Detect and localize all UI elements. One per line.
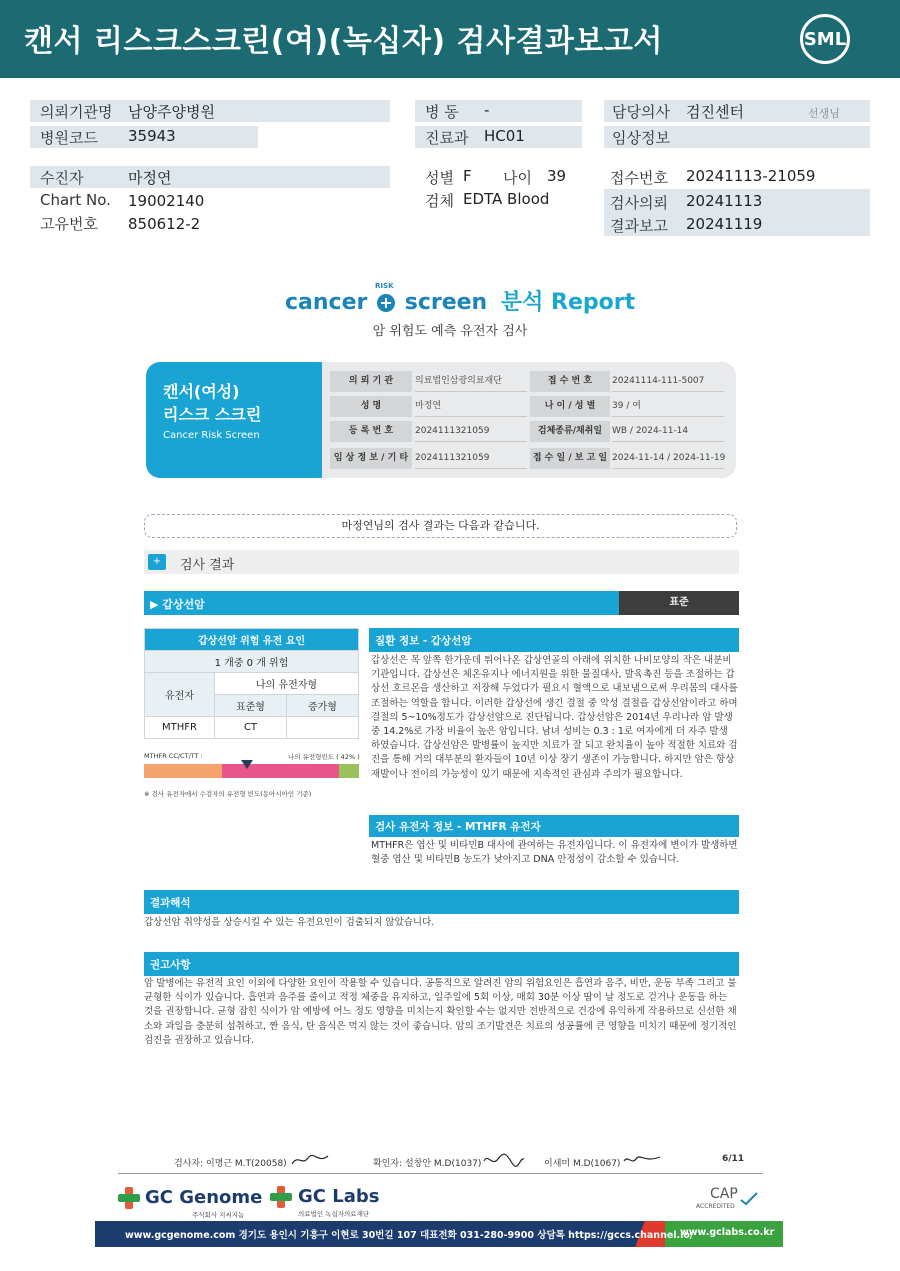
freq-left-label: MTHFR CC/CT/TT : <box>144 752 203 760</box>
interpretation-text: 갑상선암 취약성을 상승시킬 수 있는 유전요인이 검출되지 않았습니다. <box>144 917 435 928</box>
patient-card <box>146 362 736 478</box>
chart-value: 19002140 <box>128 192 205 210</box>
receipt-label: 접수번호 <box>610 169 668 187</box>
doctor-suffix: 선생님 <box>808 107 840 120</box>
cancer-name: ▶ 갑상선암 <box>150 598 205 611</box>
disease-info-bar <box>369 628 739 652</box>
interpretation-title: 결과해석 <box>150 897 191 909</box>
footer-divider <box>118 1173 763 1174</box>
freq-note: ※ 검사 유전자에서 수검자의 유전형 빈도(동아시아인 기준) <box>144 790 312 798</box>
card-row <box>330 421 730 442</box>
cap-logo: CAP <box>710 1186 738 1202</box>
clinical-label: 임상정보 <box>612 129 670 147</box>
gene-table <box>144 628 359 739</box>
cosigner-signature <box>622 1153 662 1167</box>
patient-label: 수진자 <box>40 169 84 187</box>
sml-logo <box>800 14 850 64</box>
sex-value: F <box>463 167 472 185</box>
patient-value: 마정연 <box>128 169 172 187</box>
sex-label: 성별 <box>425 169 454 187</box>
report-title: 캔서 리스크스크린(여)(녹십자) 검사결과보고서 <box>24 24 663 59</box>
brand-subtitle: 암 위험도 예측 유전자 검사 <box>372 324 528 339</box>
freq-marker-icon <box>241 760 253 769</box>
card-title-en: Cancer Risk Screen <box>163 430 260 441</box>
card-row <box>330 396 730 417</box>
interpretation-bar <box>144 890 739 914</box>
header-bar <box>0 0 900 78</box>
gene-info-text: MTHFR은 엽산 및 비타민B 대사에 관여하는 유전자입니다. 이 유전자에 변이가 발생하면 혈중 엽산 및 비타민B 농도가 낮아지고 DNA 안정성이 감소할 수 있습니다. <box>371 840 738 866</box>
cancer-bar <box>144 591 619 615</box>
request-label: 검사의뢰 <box>610 194 668 212</box>
freq-right-label: 나의 유전형빈도 ( 42% ) <box>288 753 360 761</box>
increased-header: 증가형 <box>286 695 358 717</box>
freq-seg-ct <box>222 764 339 778</box>
card-value: 마정연 <box>415 396 527 417</box>
sml-logo-text: SML <box>803 29 847 50</box>
confirmer-sign: 확인자: 설창안 M.D(1037) <box>373 1159 482 1169</box>
code-value: 35943 <box>128 127 176 145</box>
card-label: 임 상 정 보 / 기 타 <box>330 448 412 469</box>
disease-info-text: 갑상선은 목 앞쪽 한가운데 튀어나온 갑상연골의 아래에 위치한 나비모양의 작은 내분비기관입니다. 갑상선은 체온유지나 에너지원을 위한 물질대사, 발육촉진 등을 조절하는 갑상선 호르몬을 생산하고 저장해 두었다가 필요시 혈액으로 내보냄으로써 우리몸의 대사를 조절하는 역할을 합니다. 이러한 갑상선에 생긴 결절 중 악성 결절을 갑상선암이라고 하며 결절의 5~10%정도가 갑상선암으로 진단됩니다. 갑상선암은 2014년 우리나라 암 발생중 14.2%로 가장 비율이 높은 암입니다. 남녀 성비는 0.3 : 1로 여자에게 더 자주 발생 하였습니다. 갑상선암은 발병률이 높지만 치료가 잘 되고 완치율이 높아 적절한 치료와 검진을 통해 거의 대부분의 환자들이 10년 이상 장기 생존이 가능합니다. 하지만 암은 항상 재발이나 전이의 가능성이 있기 때문에 지속적인 관심과 주의가 필요합니다. <box>371 655 738 780</box>
standard-header: 표준형 <box>215 695 287 717</box>
request-value: 20241113 <box>686 192 763 210</box>
plus-circle-icon <box>375 282 395 312</box>
specimen-label: 검체 <box>425 192 454 210</box>
tester-signature <box>290 1152 330 1168</box>
card-value: 의료법인삼광의료재단 <box>415 371 527 392</box>
recommendation-text: 암 발병에는 유전적 요인 이외에 다양한 요인이 작용할 수 있습니다. 공통적으로 알려진 암의 위험요인은 흡연과 음주, 비만, 운동 부족 그리고 불균형한 식이가 있습니다. 흡연과 음주를 줄이고 적정 체중을 유지하고, 일주일에 5회 이상, 매회 30분 이상 땀이 날 정도로 걷거나 운동을 하는 것을 권장합니다. 균형 잡힌 식이가 암 예방에 어느 정도 영향을 미치는지 확인할 수는 없지만 전반적으로 건강에 유익하게 작용하므로 신선한 채소와 과일을 충분히 섭취하고, 짠 음식, 탄 음식은 먹지 않는 것이 좋습니다. 암의 조기발견은 치료의 성공률에 큰 영향을 미치기 때문에 정기적인 검진을 권장하고 있습니다. <box>144 978 737 1046</box>
gc-genome-logo: GC Genome <box>145 1187 263 1208</box>
card-label: 등 록 번 호 <box>330 421 412 442</box>
my-type-header: 나의 유전자형 <box>215 673 359 695</box>
ward-value: - <box>484 101 490 119</box>
report-value: 20241119 <box>686 215 763 233</box>
gene-col-header: 유전자 <box>145 673 215 717</box>
check-icon <box>740 1192 758 1206</box>
result-intro: 마정연님의 검사 결과는 다음과 같습니다. <box>144 514 737 538</box>
age-value: 39 <box>547 167 567 185</box>
freq-seg-tt <box>339 764 359 778</box>
card-label: 나 이 / 성 별 <box>530 396 610 417</box>
card-value: 2024111321059 <box>415 421 527 442</box>
cap-sub: ACCREDITED <box>696 1203 735 1210</box>
gc-labs-logo: GC Labs <box>298 1186 380 1207</box>
card-title-2: 리스크 스크린 <box>163 405 262 424</box>
gene-name: MTHFR <box>145 717 215 739</box>
id-value: 850612-2 <box>128 215 201 233</box>
age-label: 나이 <box>503 169 532 187</box>
gene-info-title: 검사 유전자 정보 - MTHFR 유전자 <box>375 821 541 833</box>
patient-row <box>30 166 390 188</box>
recommendation-title: 권고사항 <box>150 959 191 971</box>
report-label: 결과보고 <box>610 217 668 235</box>
hospital-value: 남양주양병원 <box>128 103 215 121</box>
card-value: WB / 2024-11-14 <box>612 421 724 442</box>
hospital-label: 의뢰기관명 <box>40 103 113 121</box>
footer-bar <box>95 1221 783 1247</box>
gene-table-title: 갑상선암 위험 유전 요인 <box>145 629 359 651</box>
gc-cross-icon <box>270 1186 292 1208</box>
footer-site: www.gclabs.co.kr <box>680 1227 775 1238</box>
gene-info-bar <box>369 815 739 837</box>
footer-address: www.gcgenome.com 경기도 용인시 기흥구 이현로 30번길 107 대표전화 031-280-9900 상담톡 https://gccs.channel.io/ <box>125 1230 694 1241</box>
increased-value <box>286 717 358 739</box>
brand-cancer: cancer <box>285 290 368 315</box>
brand-report: 분석 Report <box>500 290 636 315</box>
card-title-1: 캔서(여성) <box>163 382 240 401</box>
page-number: 6/11 <box>722 1154 745 1164</box>
card-label: 접 수 일 / 보 고 일 <box>530 448 610 469</box>
risk-status-badge: 표준 <box>619 591 739 615</box>
doctor-label: 담당의사 <box>612 103 670 121</box>
chart-label: Chart No. <box>40 191 111 209</box>
gene-table-summary: 1 개중 0 개 위험 <box>145 651 359 673</box>
card-value: 39 / 여 <box>612 396 724 417</box>
doctor-value: 검진센터 <box>686 103 744 121</box>
dept-value: HC01 <box>484 127 525 145</box>
standard-value: CT <box>215 717 287 739</box>
dept-label: 진료과 <box>425 129 469 147</box>
card-label: 의 뢰 기 관 <box>330 371 412 392</box>
freq-seg-cc <box>144 764 222 778</box>
receipt-value: 20241113-21059 <box>686 167 816 185</box>
gc-cross-icon <box>118 1187 140 1209</box>
brand-screen: screen <box>404 290 488 315</box>
card-label: 접 수 번 호 <box>530 371 610 392</box>
gc-labs-sub: 의료법인 녹십자의료재단 <box>298 1210 370 1218</box>
code-label: 병원코드 <box>40 129 98 147</box>
card-value: 2024-11-14 / 2024-11-19 <box>612 448 724 469</box>
section-title: 검사 결과 <box>180 558 235 573</box>
card-label: 검체종류/채취일 <box>530 421 610 442</box>
section-header <box>144 550 739 574</box>
specimen-value: EDTA Blood <box>463 190 550 208</box>
recommendation-bar <box>144 952 739 976</box>
plus-box-icon: + <box>148 554 166 570</box>
disease-info-title: 질환 정보 - 갑상선암 <box>375 635 472 647</box>
ward-label: 병 동 <box>425 103 459 121</box>
gc-genome-sub: 주식회사 지씨지놈 <box>192 1211 245 1219</box>
tester-sign: 검사자: 이명근 M.T(20058) <box>174 1159 287 1169</box>
card-row <box>330 371 730 392</box>
card-title-panel <box>146 362 322 478</box>
cancer-screen-logo <box>285 282 636 316</box>
confirmer-signature <box>482 1151 526 1169</box>
id-label: 고유번호 <box>40 215 98 233</box>
card-value: 20241114-111-5007 <box>612 371 724 392</box>
brand-risk: RISK <box>375 282 394 290</box>
card-value: 2024111321059 <box>415 448 527 469</box>
cosigner-sign: 이새미 M.D(1067) <box>544 1159 621 1169</box>
card-row <box>330 448 730 469</box>
card-label: 성 명 <box>330 396 412 417</box>
